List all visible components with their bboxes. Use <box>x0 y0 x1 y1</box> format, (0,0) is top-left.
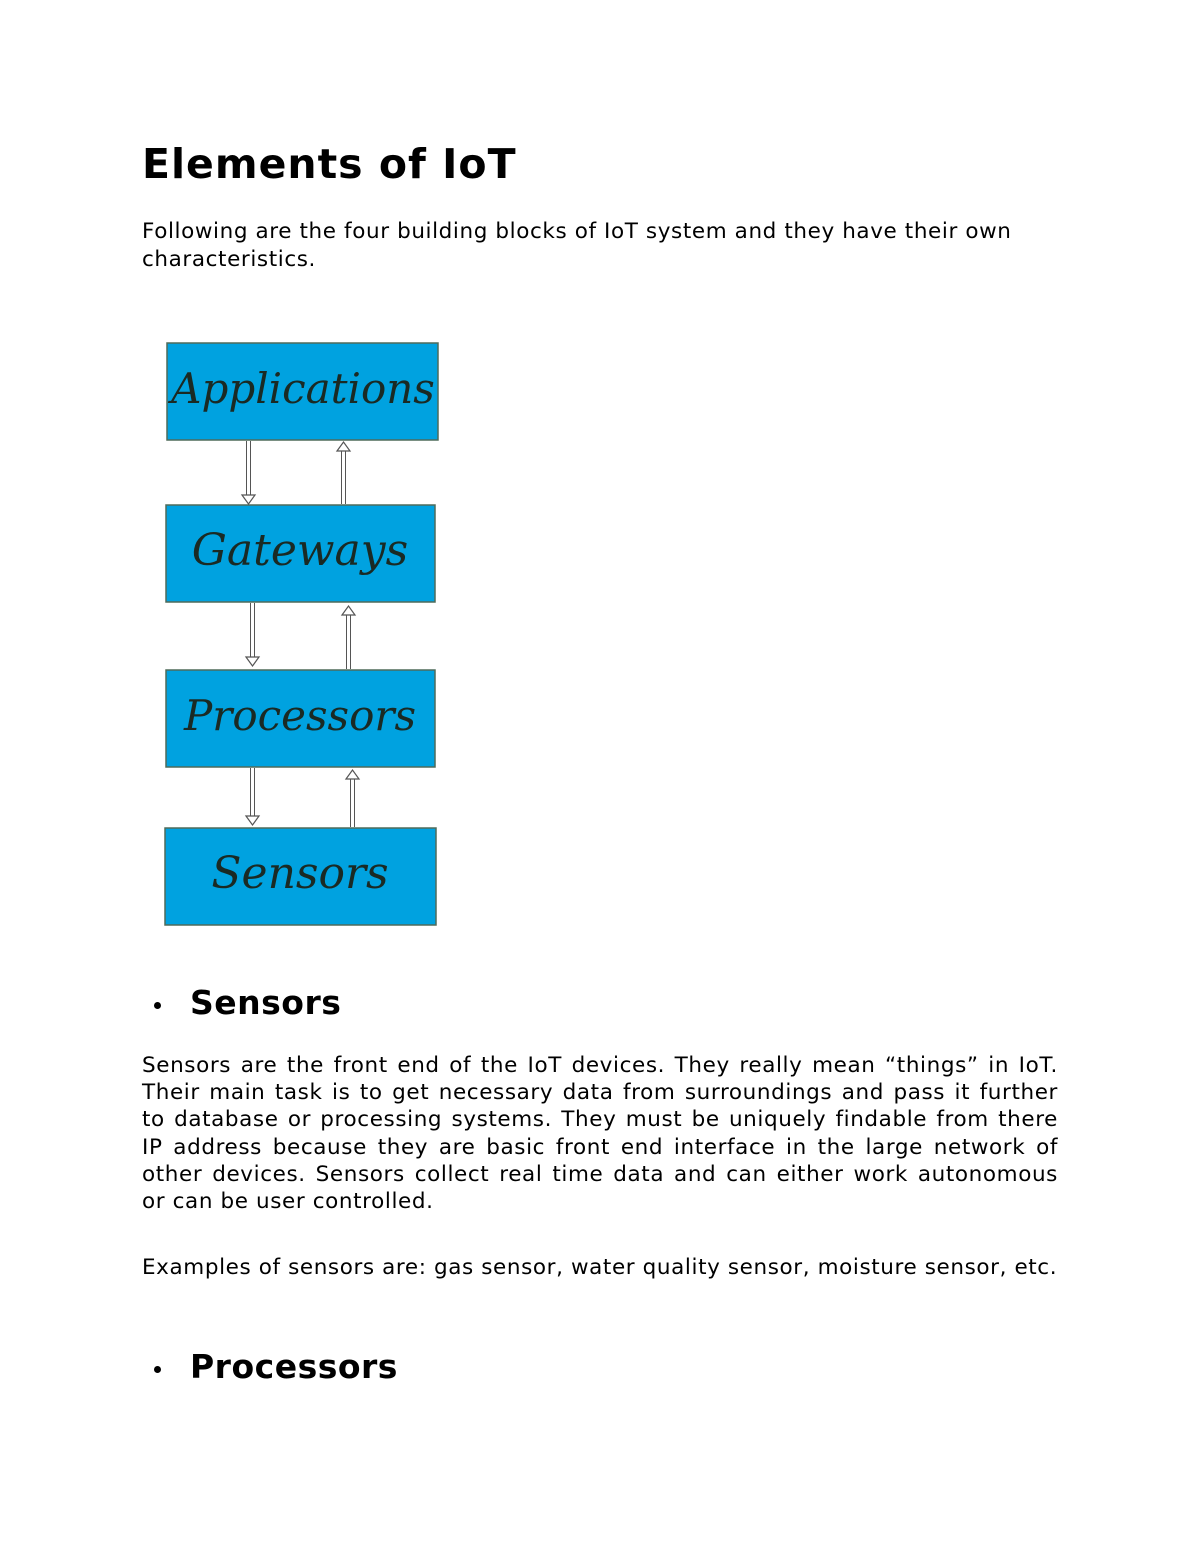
diagram-block-processors <box>166 670 435 767</box>
diagram-block-applications <box>167 343 438 440</box>
section-heading-text: Processors <box>190 1347 398 1386</box>
block-label-processors: Processors <box>183 691 417 740</box>
section-heading-text: Sensors <box>190 983 342 1022</box>
page-title: Elements of IoT <box>142 140 517 188</box>
block-label-gateways: Gateways <box>191 525 409 576</box>
intro-paragraph: Following are the four building blocks of IoT system and they have their own characteristics. <box>142 219 1012 272</box>
arrow-gateways-to-processors <box>246 603 259 666</box>
section-heading-sensors <box>142 983 542 1023</box>
sensors-description: Sensors are the front end of the IoT devices. They really mean “things” in IoT. Their main task is to get necessary data from surroundings and pass it further to database or processing systems. They must be uniquely findable from there IP address because they are basic front end interface in the large network of other devices. Sensors collect real time data and can either work autonomous or can be user controlled. <box>142 1053 1058 1215</box>
iot-building-blocks-diagram <box>160 335 450 935</box>
section-heading-processors <box>142 1347 542 1387</box>
arrow-sensors-to-processors <box>346 770 359 827</box>
diagram-block-sensors <box>165 828 436 925</box>
arrow-processors-to-gateways <box>342 606 355 669</box>
diagram-block-gateways <box>166 505 435 602</box>
arrow-applications-to-gateways <box>242 441 255 504</box>
block-label-applications: Applications <box>171 364 435 413</box>
diagram-svg <box>160 335 450 935</box>
bullet-icon <box>154 1002 161 1009</box>
bullet-icon <box>154 1366 161 1373</box>
arrow-processors-to-sensors <box>246 768 259 825</box>
sensors-examples: Examples of sensors are: gas sensor, water quality sensor, moisture sensor, etc. <box>142 1255 1058 1280</box>
block-label-sensors: Sensors <box>211 848 389 899</box>
arrow-gateways-to-applications <box>337 442 350 504</box>
